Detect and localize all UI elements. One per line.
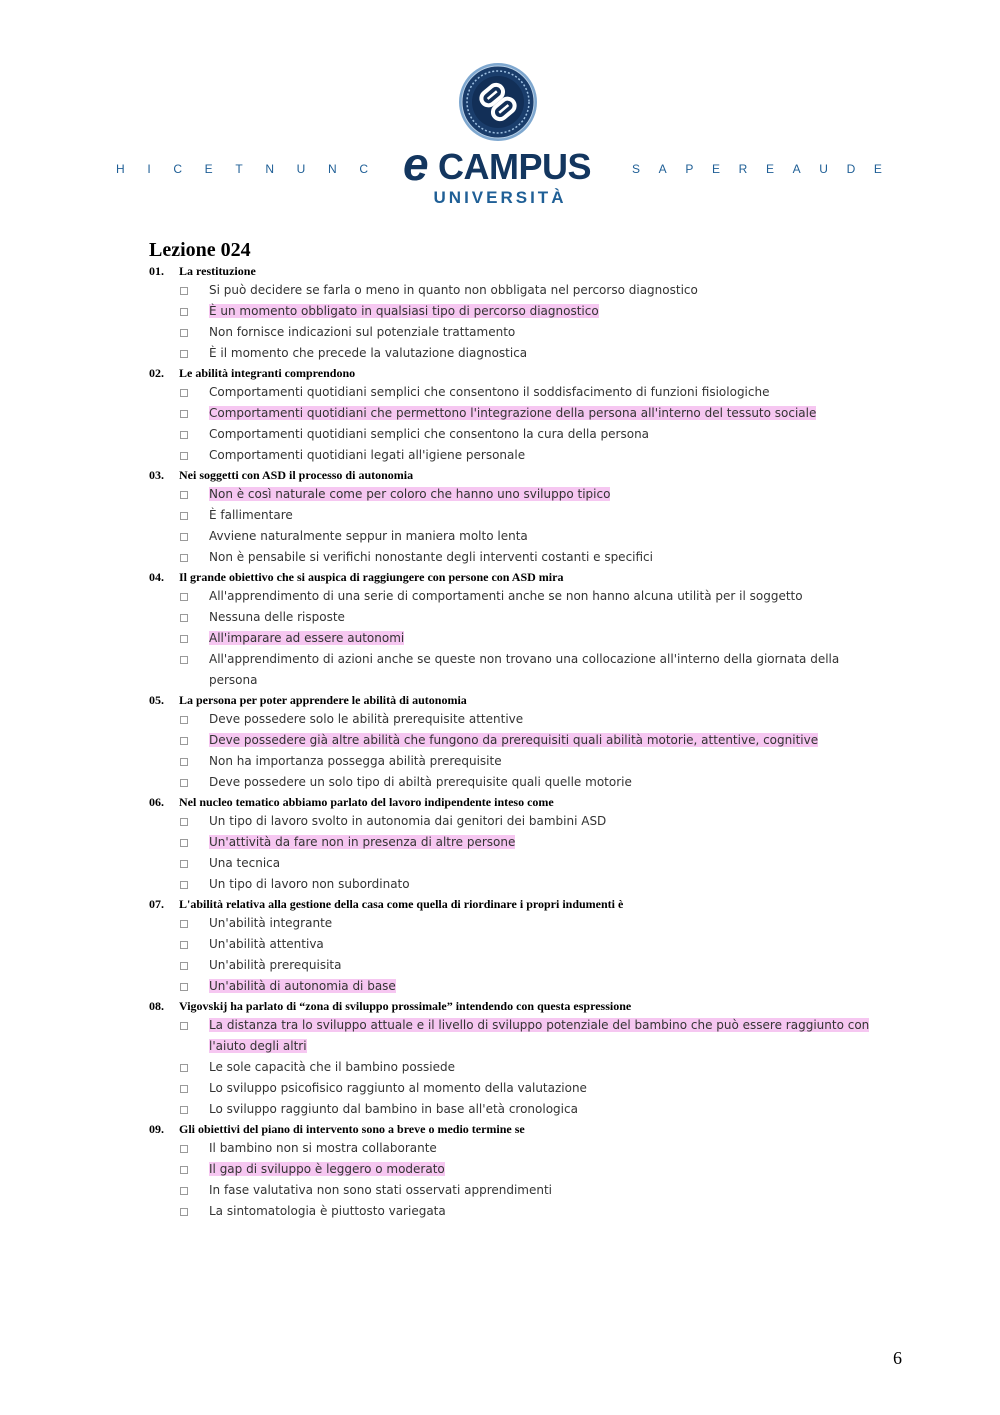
motto-letter: E (204, 162, 213, 176)
motto-letter: A (658, 162, 667, 176)
checkbox-icon[interactable] (180, 593, 188, 601)
motto-letter: U (296, 162, 306, 176)
question-text: Gli obiettivi del piano di intervento sono a breve o medio termine se (179, 1122, 525, 1136)
answer-option[interactable] (149, 322, 889, 343)
answer-option-text: Il gap di sviluppo è leggero o moderato (209, 1162, 445, 1176)
answer-option-text: All'apprendimento di azioni anche se queste non trovano una collocazione all'interno della giornata della persona (209, 652, 840, 687)
answer-option-correct[interactable] (149, 832, 889, 853)
checkbox-icon[interactable] (180, 389, 188, 397)
answer-option-text: Si può decidere se farla o meno in quanto non obbligata nel percorso diagnostico (209, 283, 698, 297)
checkbox-icon[interactable] (180, 431, 188, 439)
answer-option-text: Un tipo di lavoro non subordinato (209, 877, 410, 891)
answer-option-text: Lo sviluppo raggiunto dal bambino in base all'età cronologica (209, 1102, 578, 1116)
question-number: 05. (149, 693, 164, 707)
motto-letter: R (738, 162, 748, 176)
motto-letter: H (116, 162, 125, 176)
answer-option-correct[interactable] (149, 403, 889, 424)
answer-option[interactable] (149, 811, 889, 832)
answer-option-correct[interactable] (149, 730, 889, 751)
answer-option-text: Un'abilità prerequisita (209, 958, 342, 972)
question-heading (149, 895, 889, 913)
answer-option[interactable] (149, 382, 889, 403)
motto-letter: A (792, 162, 801, 176)
checkbox-icon[interactable] (180, 1208, 188, 1216)
question-heading (149, 466, 889, 484)
answer-option-correct[interactable] (149, 976, 889, 997)
question-number: 03. (149, 468, 164, 482)
brand-name: CAMPUS (438, 146, 592, 187)
answer-option[interactable] (149, 280, 889, 301)
motto-left (116, 162, 368, 176)
motto-letter: U (819, 162, 828, 176)
question-heading (149, 364, 889, 382)
checkbox-icon[interactable] (180, 1064, 188, 1072)
answer-option[interactable] (149, 1201, 889, 1222)
checkbox-icon[interactable] (180, 1166, 188, 1174)
checkbox-icon[interactable] (180, 818, 188, 826)
answer-option-text: Deve possedere un solo tipo di abiltà prerequisite quali quelle motorie (209, 775, 632, 789)
question-list (149, 262, 889, 1222)
motto-letter: T (235, 162, 243, 176)
question-number: 09. (149, 1122, 164, 1136)
answer-option-text: È il momento che precede la valutazione diagnostica (209, 346, 528, 360)
answer-option-correct[interactable] (149, 1159, 889, 1180)
checkbox-icon[interactable] (180, 860, 188, 868)
checkbox-icon[interactable] (180, 512, 188, 520)
answer-option-text: Comportamenti quotidiani che permettono l'integrazione della persona all'interno del tessuto sociale (209, 406, 817, 420)
question-text: Nei soggetti con ASD il processo di autonomia (179, 468, 414, 482)
checkbox-icon[interactable] (180, 410, 188, 418)
answer-option-correct[interactable] (149, 484, 889, 505)
answer-option[interactable] (149, 445, 889, 466)
page-number: 6 (893, 1348, 902, 1368)
question-text: L'abilità relativa alla gestione della casa come quella di riordinare i propri indumenti è (179, 897, 624, 911)
question-item (149, 466, 889, 568)
answer-option-text: Un'attività da fare non in presenza di altre persone (209, 835, 516, 849)
answer-option[interactable] (149, 586, 889, 607)
answer-option-text: Non fornisce indicazioni sul potenziale trattamento (209, 325, 516, 339)
answer-option[interactable] (149, 1057, 889, 1078)
motto-letter: C (173, 162, 182, 176)
answer-option-text: La sintomatologia è piuttosto variegata (209, 1204, 446, 1218)
ecampus-wordmark (403, 138, 595, 190)
question-heading (149, 1120, 889, 1138)
question-text: Nel nucleo tematico abbiamo parlato del lavoro indipendente inteso come (179, 795, 554, 809)
checkbox-icon[interactable] (180, 1022, 188, 1030)
answer-option-text: È un momento obbligato in qualsiasi tipo di percorso diagnostico (209, 304, 599, 318)
motto-letter: E (711, 162, 720, 176)
motto-letter: S (632, 162, 641, 176)
question-item (149, 262, 889, 364)
motto-right (632, 162, 882, 176)
checkbox-icon[interactable] (180, 533, 188, 541)
answer-option-text: Comportamenti quotidiani semplici che consentono il soddisfacimento di funzioni fisiologiche (209, 385, 770, 399)
answer-option[interactable] (149, 607, 889, 628)
checkbox-icon[interactable] (180, 962, 188, 970)
checkbox-icon[interactable] (180, 737, 188, 745)
question-heading (149, 793, 889, 811)
answer-option-text: Comportamenti quotidiani semplici che consentono la cura della persona (209, 427, 650, 441)
motto-letter: N (327, 162, 337, 176)
checkbox-icon[interactable] (180, 350, 188, 358)
answer-option[interactable] (149, 1180, 889, 1201)
lesson-title: Lezione 024 (149, 239, 251, 261)
checkbox-icon[interactable] (180, 839, 188, 847)
checkbox-icon[interactable] (180, 308, 188, 316)
question-text: La persona per poter apprendere le abilità di autonomia (179, 693, 467, 707)
question-heading (149, 262, 889, 280)
checkbox-icon[interactable] (180, 881, 188, 889)
question-item (149, 364, 889, 466)
answer-option-text: Non è pensabile si verifichi nonostante degli interventi costanti e specifici (209, 550, 653, 564)
ecampus-seal-logo (458, 62, 538, 142)
checkbox-icon[interactable] (180, 452, 188, 460)
question-text: Vigovskij ha parlato di “zona di sviluppo prossimale” intendendo con questa espressione (179, 999, 632, 1013)
answer-option[interactable] (149, 709, 889, 730)
question-item (149, 691, 889, 793)
answer-option[interactable] (149, 649, 889, 691)
answer-option-correct[interactable] (149, 1015, 889, 1057)
question-number: 02. (149, 366, 164, 380)
answer-option-text: Un'abilità integrante (209, 916, 333, 930)
quiz-content (149, 238, 889, 1222)
question-item (149, 895, 889, 997)
checkbox-icon[interactable] (180, 983, 188, 991)
question-item (149, 568, 889, 691)
checkbox-icon[interactable] (180, 1187, 188, 1195)
motto-letter: C (359, 162, 368, 176)
answer-option-correct[interactable] (149, 301, 889, 322)
answer-option[interactable] (149, 343, 889, 364)
answer-option[interactable] (149, 934, 889, 955)
question-text: Il grande obiettivo che si auspica di raggiungere con persone con ASD mira (179, 570, 564, 584)
answer-option-text: Avviene naturalmente seppur in maniera molto lenta (209, 529, 528, 543)
answer-option-text: Un tipo di lavoro svolto in autonomia dai genitori dei bambini ASD (209, 814, 607, 828)
motto-letter: I (147, 162, 151, 176)
brand-subtitle: UNIVERSITÀ (433, 188, 567, 207)
answer-option[interactable] (149, 751, 889, 772)
checkbox-icon[interactable] (180, 1106, 188, 1114)
answer-option[interactable] (149, 853, 889, 874)
checkbox-icon[interactable] (180, 554, 188, 562)
answer-option[interactable] (149, 424, 889, 445)
question-number: 07. (149, 897, 164, 911)
answer-option-text: Nessuna delle risposte (209, 610, 345, 624)
checkbox-icon[interactable] (180, 614, 188, 622)
answer-option[interactable] (149, 874, 889, 895)
answer-option-text: Un'abilità attentiva (209, 937, 324, 951)
question-item (149, 1120, 889, 1222)
brand-e: e (403, 138, 429, 190)
answer-option-text: All'apprendimento di una serie di comportamenti anche se non hanno alcuna utilità per il soggetto (209, 589, 803, 603)
checkbox-icon[interactable] (180, 758, 188, 766)
answer-option[interactable] (149, 1138, 889, 1159)
question-number: 06. (149, 795, 164, 809)
answer-option-text: In fase valutativa non sono stati osservati apprendimenti (209, 1183, 553, 1197)
question-number: 04. (149, 570, 164, 584)
question-heading (149, 691, 889, 709)
answer-option[interactable] (149, 1099, 889, 1120)
answer-option-text: Il bambino non si mostra collaborante (209, 1141, 437, 1155)
answer-option[interactable] (149, 547, 889, 568)
motto-letter: N (265, 162, 274, 176)
question-number: 01. (149, 264, 164, 278)
motto-letter: P (685, 162, 694, 176)
question-heading (149, 568, 889, 586)
answer-option-text: Comportamenti quotidiani legati all'igiene personale (209, 448, 526, 462)
answer-option-text: Una tecnica (209, 856, 281, 870)
checkbox-icon[interactable] (180, 1085, 188, 1093)
answer-option-text: Un'abilità di autonomia di base (209, 979, 396, 993)
question-text: Le abilità integranti comprendono (179, 366, 356, 380)
motto-letter: D (846, 162, 856, 176)
checkbox-icon[interactable] (180, 716, 188, 724)
answer-option-text: Deve possedere solo le abilità prerequisite attentive (209, 712, 524, 726)
answer-option[interactable] (149, 955, 889, 976)
question-text: La restituzione (179, 264, 256, 278)
answer-option-text: È fallimentare (209, 508, 293, 522)
answer-option-text: Deve possedere già altre abilità che fungono da prerequisiti quali abilità motorie, attentive, cognitive (209, 733, 819, 747)
checkbox-icon[interactable] (180, 920, 188, 928)
checkbox-icon[interactable] (180, 779, 188, 787)
page-header (0, 0, 1000, 215)
answer-option[interactable] (149, 1078, 889, 1099)
answer-option-text: La distanza tra lo sviluppo attuale e il livello di sviluppo potenziale del bambino che può essere raggiunto con l'aiuto degli altri (209, 1018, 870, 1053)
answer-option[interactable] (149, 505, 889, 526)
answer-option-correct[interactable] (149, 628, 889, 649)
answer-option-text: Lo sviluppo psicofisico raggiunto al momento della valutazione (209, 1081, 587, 1095)
answer-option-text: Le sole capacità che il bambino possiede (209, 1060, 455, 1074)
motto-letter: E (765, 162, 774, 176)
question-item (149, 793, 889, 895)
checkbox-icon[interactable] (180, 287, 188, 295)
question-number: 08. (149, 999, 164, 1013)
answer-option-text: All'imparare ad essere autonomi (209, 631, 405, 645)
checkbox-icon[interactable] (180, 329, 188, 337)
answer-option-text: Non è così naturale come per coloro che hanno uno sviluppo tipico (209, 487, 611, 501)
checkbox-icon[interactable] (180, 1145, 188, 1153)
checkbox-icon[interactable] (180, 941, 188, 949)
motto-letter: E (873, 162, 882, 176)
answer-option[interactable] (149, 526, 889, 547)
checkbox-icon[interactable] (180, 656, 188, 664)
question-item (149, 997, 889, 1120)
answer-option[interactable] (149, 772, 889, 793)
checkbox-icon[interactable] (180, 635, 188, 643)
answer-option-text: Non ha importanza possegga abilità prerequisite (209, 754, 502, 768)
checkbox-icon[interactable] (180, 491, 188, 499)
question-heading (149, 997, 889, 1015)
answer-option[interactable] (149, 913, 889, 934)
